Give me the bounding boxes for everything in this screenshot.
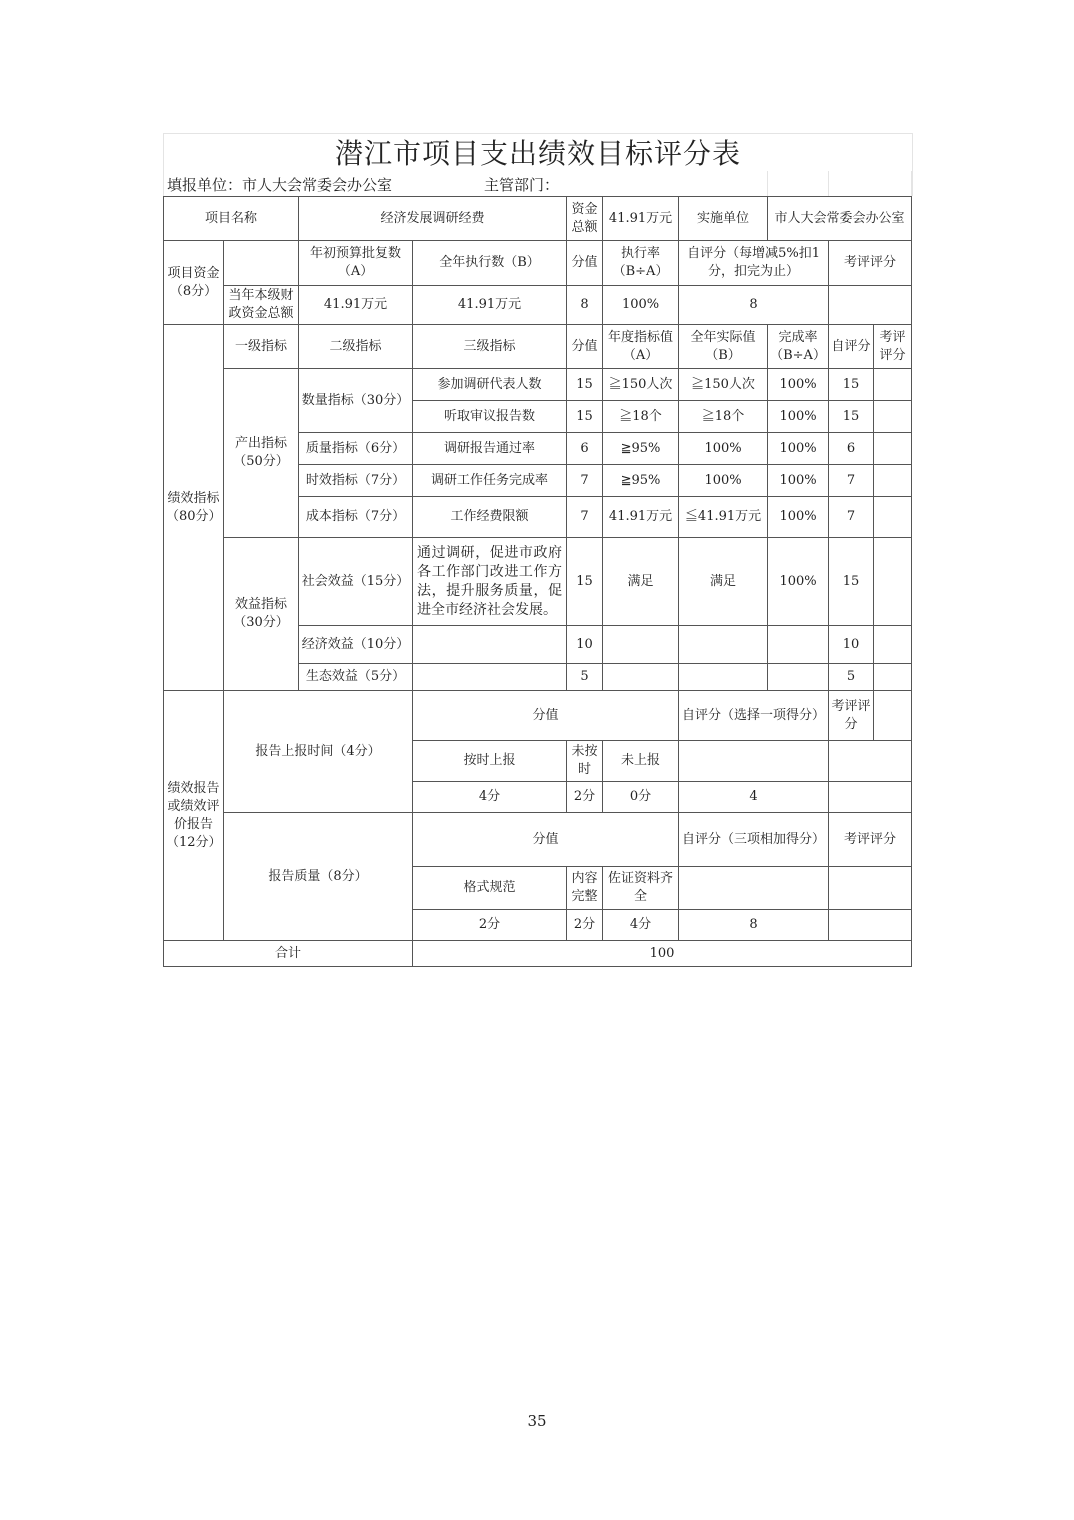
quality-opt2: 内容完整 xyxy=(567,867,603,910)
ind-score: 5 xyxy=(567,664,603,691)
ind-rate: 100% xyxy=(768,465,829,497)
ind-self: 15 xyxy=(829,369,874,401)
quality-s1: 2分 xyxy=(413,910,567,941)
funds-budget: 41.91万元 xyxy=(299,286,413,325)
quality-s3: 4分 xyxy=(603,910,679,941)
ind-score: 7 xyxy=(567,497,603,538)
funds-row-label: 当年本级财政资金总额 xyxy=(224,286,299,325)
timing-self: 4 xyxy=(679,782,829,813)
ind-target: 41.91万元 xyxy=(603,497,679,538)
quality-s2: 2分 xyxy=(567,910,603,941)
ind-eval xyxy=(874,369,912,401)
ind-eval xyxy=(874,538,912,626)
ind-l3: 调研报告通过率 xyxy=(413,433,567,465)
ind-score: 15 xyxy=(567,369,603,401)
quality-h-eval: 考评评分 xyxy=(829,813,912,867)
ind-self: 10 xyxy=(829,626,874,664)
ind-eval xyxy=(874,433,912,465)
quality-self: 8 xyxy=(679,910,829,941)
ind-h-l3: 三级指标 xyxy=(413,325,567,369)
total-value: 100 xyxy=(413,941,912,967)
ind-score: 15 xyxy=(567,538,603,626)
ind-self: 15 xyxy=(829,538,874,626)
ind-rate: 100% xyxy=(768,369,829,401)
funds-row xyxy=(164,286,912,325)
page-number: 35 xyxy=(527,1412,547,1430)
output-indicator-label: 产出指标（50分） xyxy=(224,369,299,538)
funds-h-eval: 考评评分 xyxy=(829,241,912,286)
ind-target: ≧18个 xyxy=(603,401,679,433)
ind-rate: 100% xyxy=(768,538,829,626)
benefit-indicator-label: 效益指标（30分） xyxy=(224,538,299,691)
ind-actual: 100% xyxy=(679,433,768,465)
ind-actual: 100% xyxy=(679,465,768,497)
quality-h-self: 自评分（三项相加得分） xyxy=(679,813,829,867)
timing-s2: 2分 xyxy=(567,782,603,813)
ind-h-target: 年度指标值（A） xyxy=(603,325,679,369)
project-row xyxy=(164,197,912,241)
report-section-label: 绩效报告或绩效评价报告（12分） xyxy=(164,691,224,941)
ind-rate: 100% xyxy=(768,401,829,433)
ind-l3: 工作经费限额 xyxy=(413,497,567,538)
ind-l2: 数量指标（30分） xyxy=(299,369,413,433)
ind-actual: ≦41.91万元 xyxy=(679,497,768,538)
ind-h-rate: 完成率（B÷A） xyxy=(768,325,829,369)
funds-h-score: 分值 xyxy=(567,241,603,286)
ind-actual: ≧18个 xyxy=(679,401,768,433)
table-row xyxy=(164,538,912,626)
ind-target: ≧150人次 xyxy=(603,369,679,401)
ind-l3: 参加调研代表人数 xyxy=(413,369,567,401)
ind-score: 7 xyxy=(567,465,603,497)
timing-h-score: 分值 xyxy=(413,691,679,741)
ind-l2: 社会效益（15分） xyxy=(299,538,413,626)
ind-actual: ≧150人次 xyxy=(679,369,768,401)
funds-h-rate: 执行率（B÷A） xyxy=(603,241,679,286)
ind-target: 满足 xyxy=(603,538,679,626)
report-quality-label: 报告质量（8分） xyxy=(224,813,413,941)
ind-h-actual: 全年实际值（B） xyxy=(679,325,768,369)
ind-l2: 成本指标（7分） xyxy=(299,497,413,538)
ind-target xyxy=(603,626,679,664)
fund-total-label: 资金总额 xyxy=(567,197,603,241)
department-label: 主管部门： xyxy=(484,176,560,194)
ind-l2: 时效指标（7分） xyxy=(299,465,413,497)
ind-l2: 生态效益（5分） xyxy=(299,664,413,691)
fund-total-value: 41.91万元 xyxy=(603,197,679,241)
header-info-row xyxy=(163,171,913,196)
ind-rate xyxy=(768,664,829,691)
report-quality-header-row xyxy=(164,813,912,867)
ind-l2: 经济效益（10分） xyxy=(299,626,413,664)
total-label: 合计 xyxy=(164,941,413,967)
ind-self: 6 xyxy=(829,433,874,465)
ind-l3: 通过调研，促进市政府各工作部门改进工作方法，提升服务质量，促进全市经济社会发展。 xyxy=(413,538,567,626)
ind-h-self: 自评分 xyxy=(829,325,874,369)
report-timing-label: 报告上报时间（4分） xyxy=(224,691,413,813)
indicators-section-label: 绩效指标（80分） xyxy=(164,325,224,691)
ind-l3 xyxy=(413,664,567,691)
funds-h-self: 自评分（每增减5%扣1分，扣完为止） xyxy=(679,241,829,286)
timing-opt1: 按时上报 xyxy=(413,741,567,782)
project-name-value: 经济发展调研经费 xyxy=(299,197,567,241)
fill-unit: 填报单位：市人大会常委会办公室 xyxy=(167,176,393,194)
ind-score: 10 xyxy=(567,626,603,664)
funds-eval xyxy=(829,286,912,325)
funds-exec: 41.91万元 xyxy=(413,286,567,325)
ind-h-l1: 一级指标 xyxy=(224,325,299,369)
ind-eval xyxy=(874,664,912,691)
funds-h-budget: 年初预算批复数（A） xyxy=(299,241,413,286)
project-name-label: 项目名称 xyxy=(164,197,299,241)
ind-eval xyxy=(874,465,912,497)
timing-h-self: 自评分（选择一项得分） xyxy=(679,691,829,741)
funds-self: 8 xyxy=(679,286,829,325)
ind-l2: 质量指标（6分） xyxy=(299,433,413,465)
ind-self: 7 xyxy=(829,465,874,497)
ind-rate: 100% xyxy=(768,433,829,465)
timing-s3: 0分 xyxy=(603,782,679,813)
ind-actual xyxy=(679,626,768,664)
indicators-header-row xyxy=(164,325,912,369)
timing-h-eval: 考评评分 xyxy=(829,691,874,741)
document-title: 潜江市项目支出绩效目标评分表 xyxy=(163,133,913,172)
funds-score: 8 xyxy=(567,286,603,325)
funds-section-label: 项目资金（8分） xyxy=(164,241,224,325)
ind-score: 6 xyxy=(567,433,603,465)
funds-h-exec: 全年执行数（B） xyxy=(413,241,567,286)
ind-eval xyxy=(874,401,912,433)
ind-h-score: 分值 xyxy=(567,325,603,369)
ind-score: 15 xyxy=(567,401,603,433)
ind-self: 7 xyxy=(829,497,874,538)
quality-opt3: 佐证资料齐全 xyxy=(603,867,679,910)
ind-self: 15 xyxy=(829,401,874,433)
quality-opt1: 格式规范 xyxy=(413,867,567,910)
impl-unit-value: 市人大会常委会办公室 xyxy=(768,197,912,241)
ind-target: ≧95% xyxy=(603,433,679,465)
ind-actual xyxy=(679,664,768,691)
ind-l3: 听取审议报告数 xyxy=(413,401,567,433)
ind-rate xyxy=(768,626,829,664)
table-row xyxy=(164,369,912,401)
quality-h-score: 分值 xyxy=(413,813,679,867)
ind-l3 xyxy=(413,626,567,664)
total-row xyxy=(164,941,912,967)
ind-eval xyxy=(874,497,912,538)
score-table xyxy=(163,196,912,967)
ind-h-eval: 考评评分 xyxy=(874,325,912,369)
ind-target xyxy=(603,664,679,691)
ind-target: ≧95% xyxy=(603,465,679,497)
timing-opt3: 未上报 xyxy=(603,741,679,782)
ind-actual: 满足 xyxy=(679,538,768,626)
funds-header-row xyxy=(164,241,912,286)
impl-unit-label: 实施单位 xyxy=(679,197,768,241)
ind-h-l2: 二级指标 xyxy=(299,325,413,369)
timing-opt2: 未按时 xyxy=(567,741,603,782)
report-timing-header-row xyxy=(164,691,912,741)
timing-s1: 4分 xyxy=(413,782,567,813)
ind-self: 5 xyxy=(829,664,874,691)
ind-eval xyxy=(874,626,912,664)
funds-rate: 100% xyxy=(603,286,679,325)
ind-l3: 调研工作任务完成率 xyxy=(413,465,567,497)
ind-rate: 100% xyxy=(768,497,829,538)
